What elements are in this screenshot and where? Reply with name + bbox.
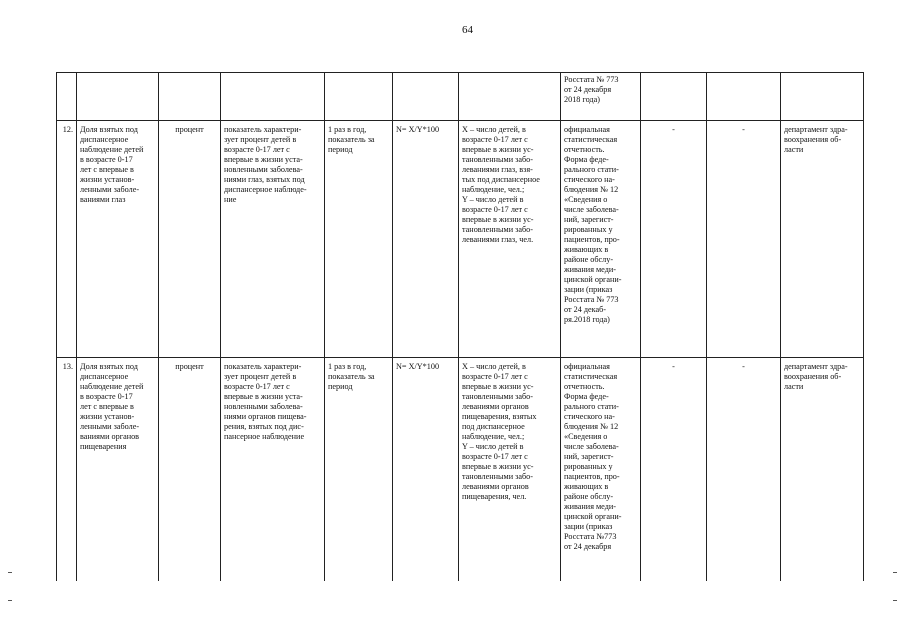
responsible-cell: департамент здра- воохранения об- ласти [781, 121, 864, 358]
margin-mark [893, 572, 897, 573]
table-cell [641, 73, 707, 121]
dash-cell: - [707, 358, 781, 582]
indicator-name: Доля взятых под диспансерное наблюдение детей в возрасте 0-17 лет с впервые в жизни установ- ленными заболе- ваниями глаз [77, 121, 159, 358]
periodicity-cell: 1 раз в год, показатель за период [325, 121, 393, 358]
unit-cell: процент [159, 121, 221, 358]
formula-cell: N= X/Y*100 [393, 121, 459, 358]
indicator-name: Доля взятых под диспансерное наблюдение детей в возрасте 0-17 лет с впервые в жизни установ- ленными заболе- ваниями органов пищеварения [77, 358, 159, 582]
table-cell [221, 73, 325, 121]
row-number: 13. [57, 358, 77, 582]
variables-cell: X – число детей, в возрасте 0-17 лет с впервые в жизни ус- тановленными забо- леваниями глаз, взя- тых под диспансерное наблюдение, чел.; Y – число детей в возрасте 0-17 лет с впервые в жизни ус- тановленными забо- леваниями глаз, чел. [459, 121, 561, 358]
dash-cell: - [641, 121, 707, 358]
responsible-cell: департамент здра- воохранения об- ласти [781, 358, 864, 582]
definition-cell: показатель характери- зует процент детей в возрасте 0-17 лет с впервые в жизни уста- новленными заболева- ниями глаз, взятых под диспансерное наблюде- ние [221, 121, 325, 358]
unit-cell: процент [159, 358, 221, 582]
table-cell [77, 73, 159, 121]
source-cell: официальная статистическая отчетность. Форма феде- рального стати- стического на- блюдения № 12 «Сведения о числе заболева- ний, зарегист- рированных у пациентов, про- живающих в районе обслу- живания меди- цинской органи- зации (приказ Росстата № 773 от 24 декаб- ря.2018 года) [561, 121, 641, 358]
table-cell [159, 73, 221, 121]
table-row [57, 73, 864, 121]
page-number: 64 [462, 24, 473, 36]
dash-cell: - [707, 121, 781, 358]
margin-mark [893, 600, 897, 601]
table-cell [325, 73, 393, 121]
indicator-table [56, 72, 864, 581]
margin-mark [8, 572, 12, 573]
dash-cell: - [641, 358, 707, 582]
source-cell: Росстата № 773 от 24 декабря 2018 года) [561, 73, 641, 121]
periodicity-cell: 1 раз в год, показатель за период [325, 358, 393, 582]
table-row [57, 358, 864, 582]
table-cell [781, 73, 864, 121]
table-row [57, 121, 864, 358]
definition-cell: показатель характери- зует процент детей в возрасте 0-17 лет с впервые в жизни уста- новленными заболева- ниями органов пищева- рения, взятых под дис- пансерное наблюдение [221, 358, 325, 582]
table-cell [707, 73, 781, 121]
source-cell: официальная статистическая отчетность. Форма феде- рального стати- стического на- блюдения № 12 «Сведения о числе заболева- ний, зарегист- рированных у пациентов, про- живающих в районе обслу- живания меди- цинской органи- зации (приказ Росстата №773 от 24 декабря [561, 358, 641, 582]
formula-cell: N= X/Y*100 [393, 358, 459, 582]
table-cell [459, 73, 561, 121]
variables-cell: X – число детей, в возрасте 0-17 лет с впервые в жизни ус- тановленными забо- леваниями органов пищеварения, взятых под диспансерное наблюдение, чел.; Y – число детей в возрасте 0-17 лет с впервые в жизни ус- тановленными забо- леваниями органов пищеварения, чел. [459, 358, 561, 582]
table-cell [57, 73, 77, 121]
table-cell [393, 73, 459, 121]
margin-mark [8, 600, 12, 601]
row-number: 12. [57, 121, 77, 358]
